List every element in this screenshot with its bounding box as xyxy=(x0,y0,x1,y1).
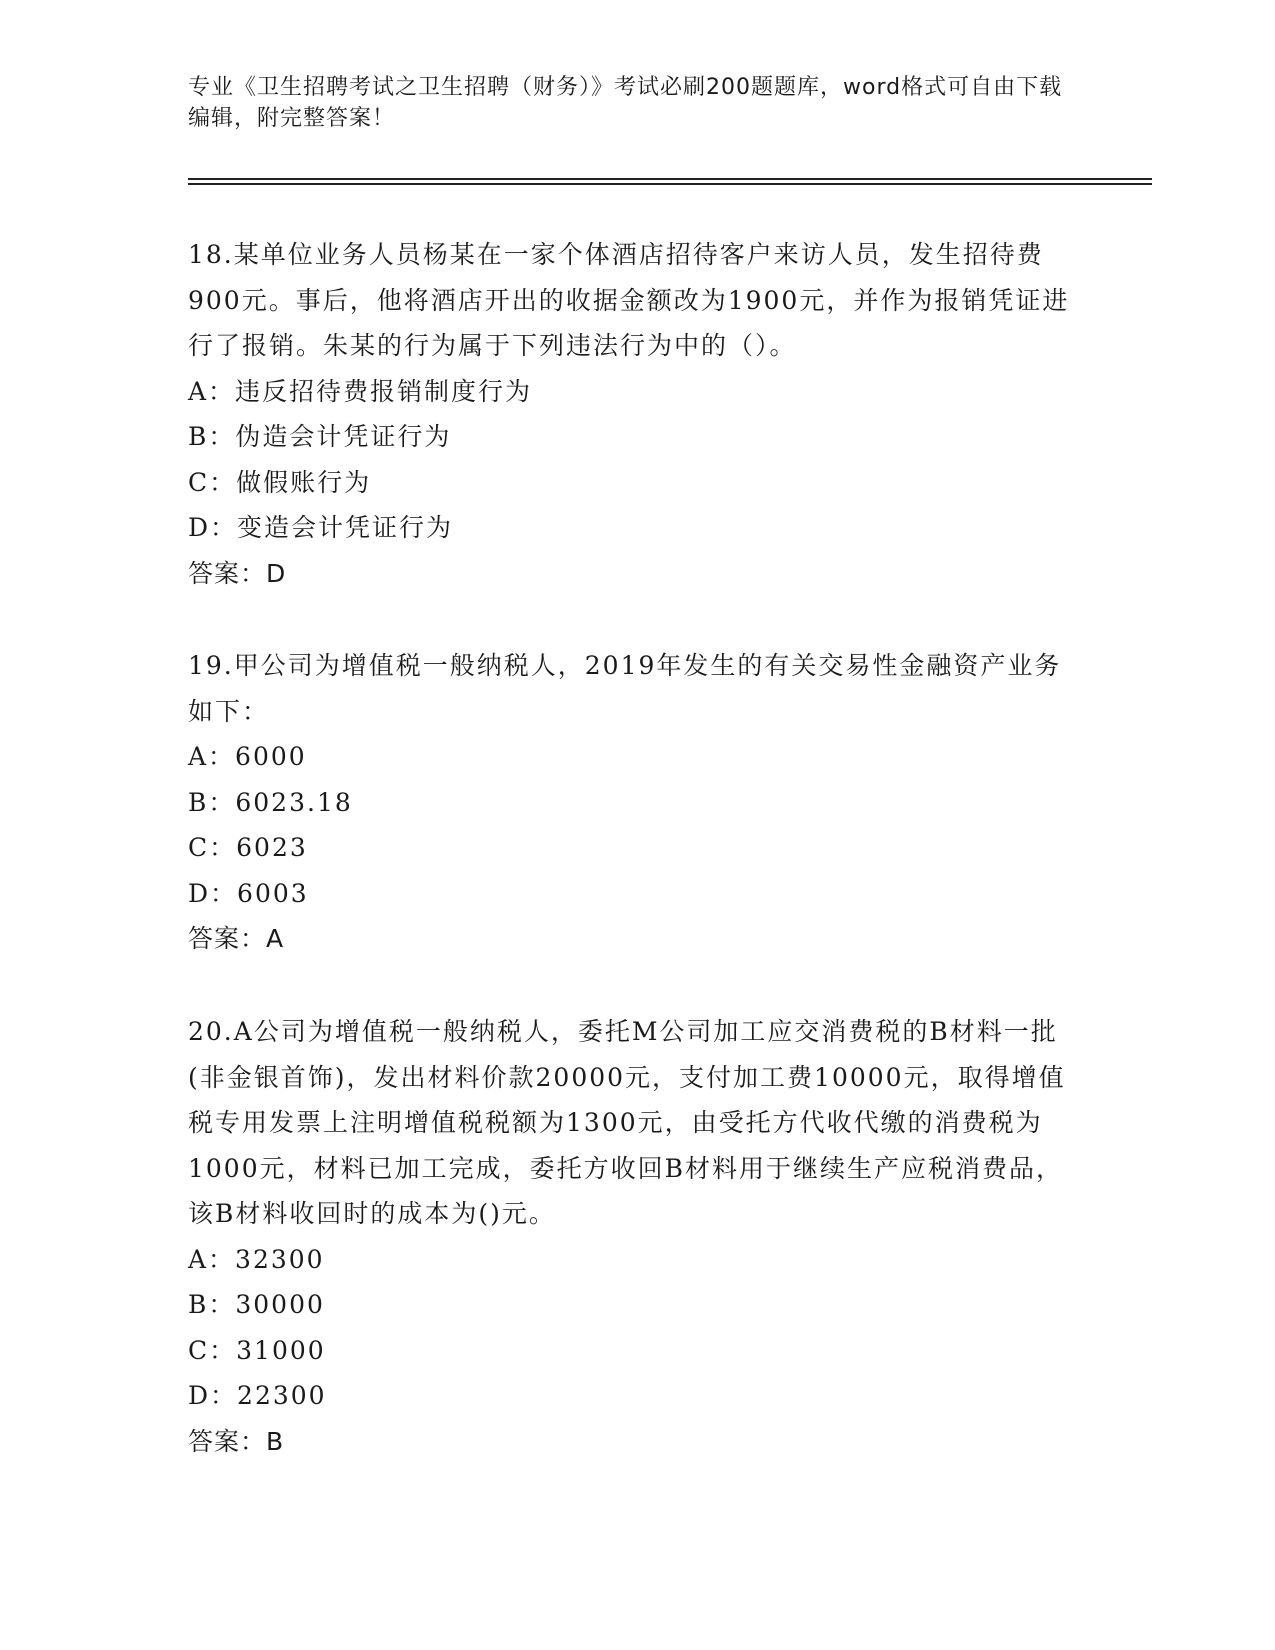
option-c: C：6023 xyxy=(188,833,308,862)
question-text: 20.A公司为增值税一般纳税人，委托M公司加工应交消费税的B材料一批(非金银首饰)，发出材料价款20000元，支付加工费10000元，取得增值税专用发票上注明增值税税额为1300元，由受托方代收代缴的消费税为1000元，材料已加工完成，委托方收回B材料用于继续生产应税消费品，该B材料收回时的成本为()元。 xyxy=(188,1017,1066,1228)
header-divider-top xyxy=(188,178,1152,180)
option-d: D：变造会计凭证行为 xyxy=(188,513,454,542)
question-19 xyxy=(188,643,1088,962)
document-header: 专业《卫生招聘考试之卫生招聘（财务）》考试必刷200题题库，word格式可自由下载编辑，附完整答案！ xyxy=(188,75,1063,131)
header-divider-bottom xyxy=(188,183,1152,185)
question-text: 18.某单位业务人员杨某在一家个体酒店招待客户来访人员，发生招待费900元。事后，他将酒店开出的收据金额改为1900元，并作为报销凭证进行了报销。朱某的行为属于下列违法行为中的（）。 xyxy=(188,240,1070,360)
answer-line: 答案：B xyxy=(188,1426,285,1456)
option-d: D：22300 xyxy=(188,1381,327,1410)
option-b: B：30000 xyxy=(188,1290,325,1319)
option-c: C：做假账行为 xyxy=(188,467,372,497)
answer-line: 答案：A xyxy=(188,924,285,953)
question-20 xyxy=(188,1009,1088,1464)
option-b: B：伪造会计凭证行为 xyxy=(188,422,452,451)
option-a: A：32300 xyxy=(188,1244,325,1274)
option-c: C：31000 xyxy=(188,1335,326,1365)
option-a: A：6000 xyxy=(188,742,307,771)
answer-line: 答案：D xyxy=(188,558,287,588)
option-b: B：6023.18 xyxy=(188,787,353,817)
question-18 xyxy=(188,232,1088,596)
option-d: D：6003 xyxy=(188,878,309,908)
option-a: A：违反招待费报销制度行为 xyxy=(188,376,533,406)
question-text: 19.甲公司为增值税一般纳税人，2019年发生的有关交易性金融资产业务如下： xyxy=(188,651,1062,726)
